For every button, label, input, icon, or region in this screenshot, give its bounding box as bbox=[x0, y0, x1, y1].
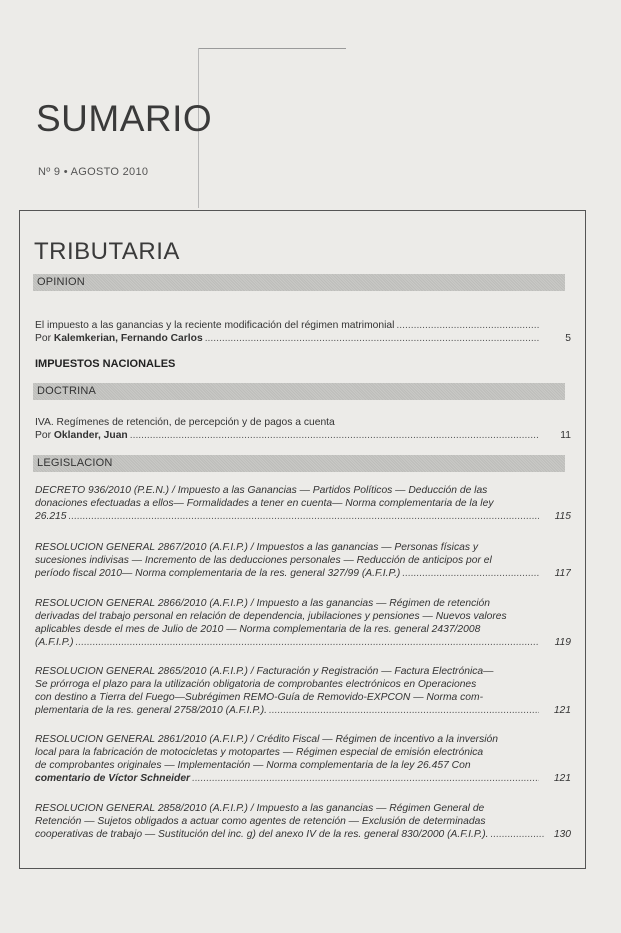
leader-dots bbox=[491, 828, 545, 841]
entry-last-line bbox=[35, 828, 571, 841]
entry-line: DECRETO 936/2010 (P.E.N.) / Impuesto a las Ganancias — Partidos Políticos — Deducción de las bbox=[35, 485, 488, 496]
page-number: 121 bbox=[553, 705, 571, 716]
page-number: 130 bbox=[553, 829, 571, 840]
entry-title: IVA. Regímenes de retención, de percepción y de pagos a cuenta bbox=[35, 417, 335, 428]
section-title: TRIBUTARIA bbox=[34, 238, 180, 265]
entry-last-line bbox=[35, 510, 571, 523]
entry-last-line bbox=[35, 567, 571, 580]
opinion-entry[interactable] bbox=[35, 319, 571, 345]
entry-author bbox=[35, 429, 128, 442]
leader-dots bbox=[192, 772, 539, 785]
entry-author-line bbox=[35, 332, 571, 345]
page-number: 119 bbox=[554, 637, 571, 648]
author-prefix: Por bbox=[35, 430, 54, 441]
legislacion-entry-3[interactable] bbox=[35, 597, 571, 649]
legislacion-entry-2[interactable] bbox=[35, 541, 571, 580]
entry-author-line bbox=[35, 429, 571, 442]
entry-line: RESOLUCION GENERAL 2861/2010 (A.F.I.P.) / Crédito Fiscal — Régimen de incentivo a la inversión bbox=[35, 734, 498, 745]
entry-line: RESOLUCION GENERAL 2867/2010 (A.F.I.P.) / Impuestos a las ganancias — Personas físicas y bbox=[35, 542, 478, 553]
legislacion-entry-1[interactable] bbox=[35, 484, 571, 523]
band-legislacion: LEGISLACION bbox=[33, 455, 565, 472]
entry-line: período fiscal 2010— Norma complementaria de la res. general 327/99 (A.F.I.P.) bbox=[35, 568, 401, 579]
leader-dots bbox=[69, 510, 540, 523]
band-doctrina: DOCTRINA bbox=[33, 383, 565, 400]
page-number: 115 bbox=[554, 511, 571, 522]
page-number: 117 bbox=[554, 568, 571, 579]
leader-dots bbox=[269, 704, 539, 717]
entry-title-line bbox=[35, 319, 571, 332]
entry-last-line bbox=[35, 636, 571, 649]
subheading: IMPUESTOS NACIONALES bbox=[35, 358, 176, 370]
doctrina-entry[interactable] bbox=[35, 416, 571, 442]
entry-line: Retención — Sujetos obligados a actuar como agentes de retención — Exclusión de determinadas bbox=[35, 816, 486, 827]
entry-line: local para la fabricación de motocicletas y motopartes — Régimen especial de emisión electrónica bbox=[35, 747, 484, 758]
entry-line: (A.F.I.P.) bbox=[35, 637, 74, 648]
page-number: 121 bbox=[553, 773, 571, 784]
leader-dots bbox=[396, 319, 539, 332]
band-opinion: OPINION bbox=[33, 274, 565, 291]
entry-last-line bbox=[35, 704, 571, 717]
entry-title: El impuesto a las ganancias y la reciente modificación del régimen matrimonial bbox=[35, 320, 395, 331]
entry-author bbox=[35, 332, 203, 345]
entry-line: donaciones efectuadas a ellos— Formalidades a tener en cuenta— Norma complementaria de la ley bbox=[35, 498, 494, 509]
leader-dots bbox=[402, 567, 539, 580]
entry-line: comentario de Víctor Schneider bbox=[35, 773, 191, 784]
entry-line: con destino a Tierra del Fuego—Subrégimen REMO-Guía de Removido-EXPCON — Norma com- bbox=[35, 692, 483, 703]
author-name: Kalemkerian, Fernando Carlos bbox=[53, 333, 203, 344]
entry-line: RESOLUCION GENERAL 2866/2010 (A.F.I.P.) / Impuesto a las ganancias — Régimen de retención bbox=[35, 598, 491, 609]
entry-line: Se prórroga el plazo para la utilización obligatoria de comprobantes electrónicos en Operaciones bbox=[35, 679, 477, 690]
author-prefix: Por bbox=[35, 333, 54, 344]
legislacion-entry-4[interactable] bbox=[35, 665, 571, 717]
entry-line: 26.215 bbox=[35, 511, 67, 522]
leader-dots bbox=[130, 429, 539, 442]
entry-line: sucesiones indivisas — Incremento de las deducciones personales — Reducción de anticipos por el bbox=[35, 555, 492, 566]
entry-line: RESOLUCION GENERAL 2858/2010 (A.F.I.P.) / Impuesto a las ganancias — Régimen General de bbox=[35, 803, 485, 814]
leader-dots bbox=[76, 636, 539, 649]
issue-label: Nº 9 • AGOSTO 2010 bbox=[38, 166, 149, 178]
leader-dots bbox=[205, 332, 539, 345]
divider-line bbox=[198, 48, 346, 49]
entry-line: de comprobantes originales — Implementación — Norma complementaria de la ley 26.457 Con bbox=[35, 760, 471, 771]
legislacion-entry-6[interactable] bbox=[35, 802, 571, 841]
entry-line: derivadas del trabajo personal en relación de dependencia, jubilaciones y pensiones — Nuevos valores bbox=[35, 611, 507, 622]
entry-line: aplicables desde el mes de Julio de 2010 — Norma complementaria de la res. general 2437/2008 bbox=[35, 624, 481, 635]
entry-line: cooperativas de trabajo — Sustitución del inc. g) del anexo IV de la res. general 830/2000 (A.F.I.P.). bbox=[35, 829, 489, 840]
page-title: SUMARIO bbox=[36, 98, 213, 139]
legislacion-entry-5[interactable] bbox=[35, 733, 571, 785]
author-name: Oklander, Juan bbox=[53, 430, 128, 441]
entry-line: RESOLUCION GENERAL 2865/2010 (A.F.I.P.) / Facturación y Registración — Factura Electrónica— bbox=[35, 666, 494, 677]
page-number: 5 bbox=[565, 333, 571, 344]
entry-line: plementaria de la res. general 2758/2010 (A.F.I.P.). bbox=[35, 705, 268, 716]
page-number: 11 bbox=[560, 430, 571, 441]
entry-last-line bbox=[35, 772, 571, 785]
